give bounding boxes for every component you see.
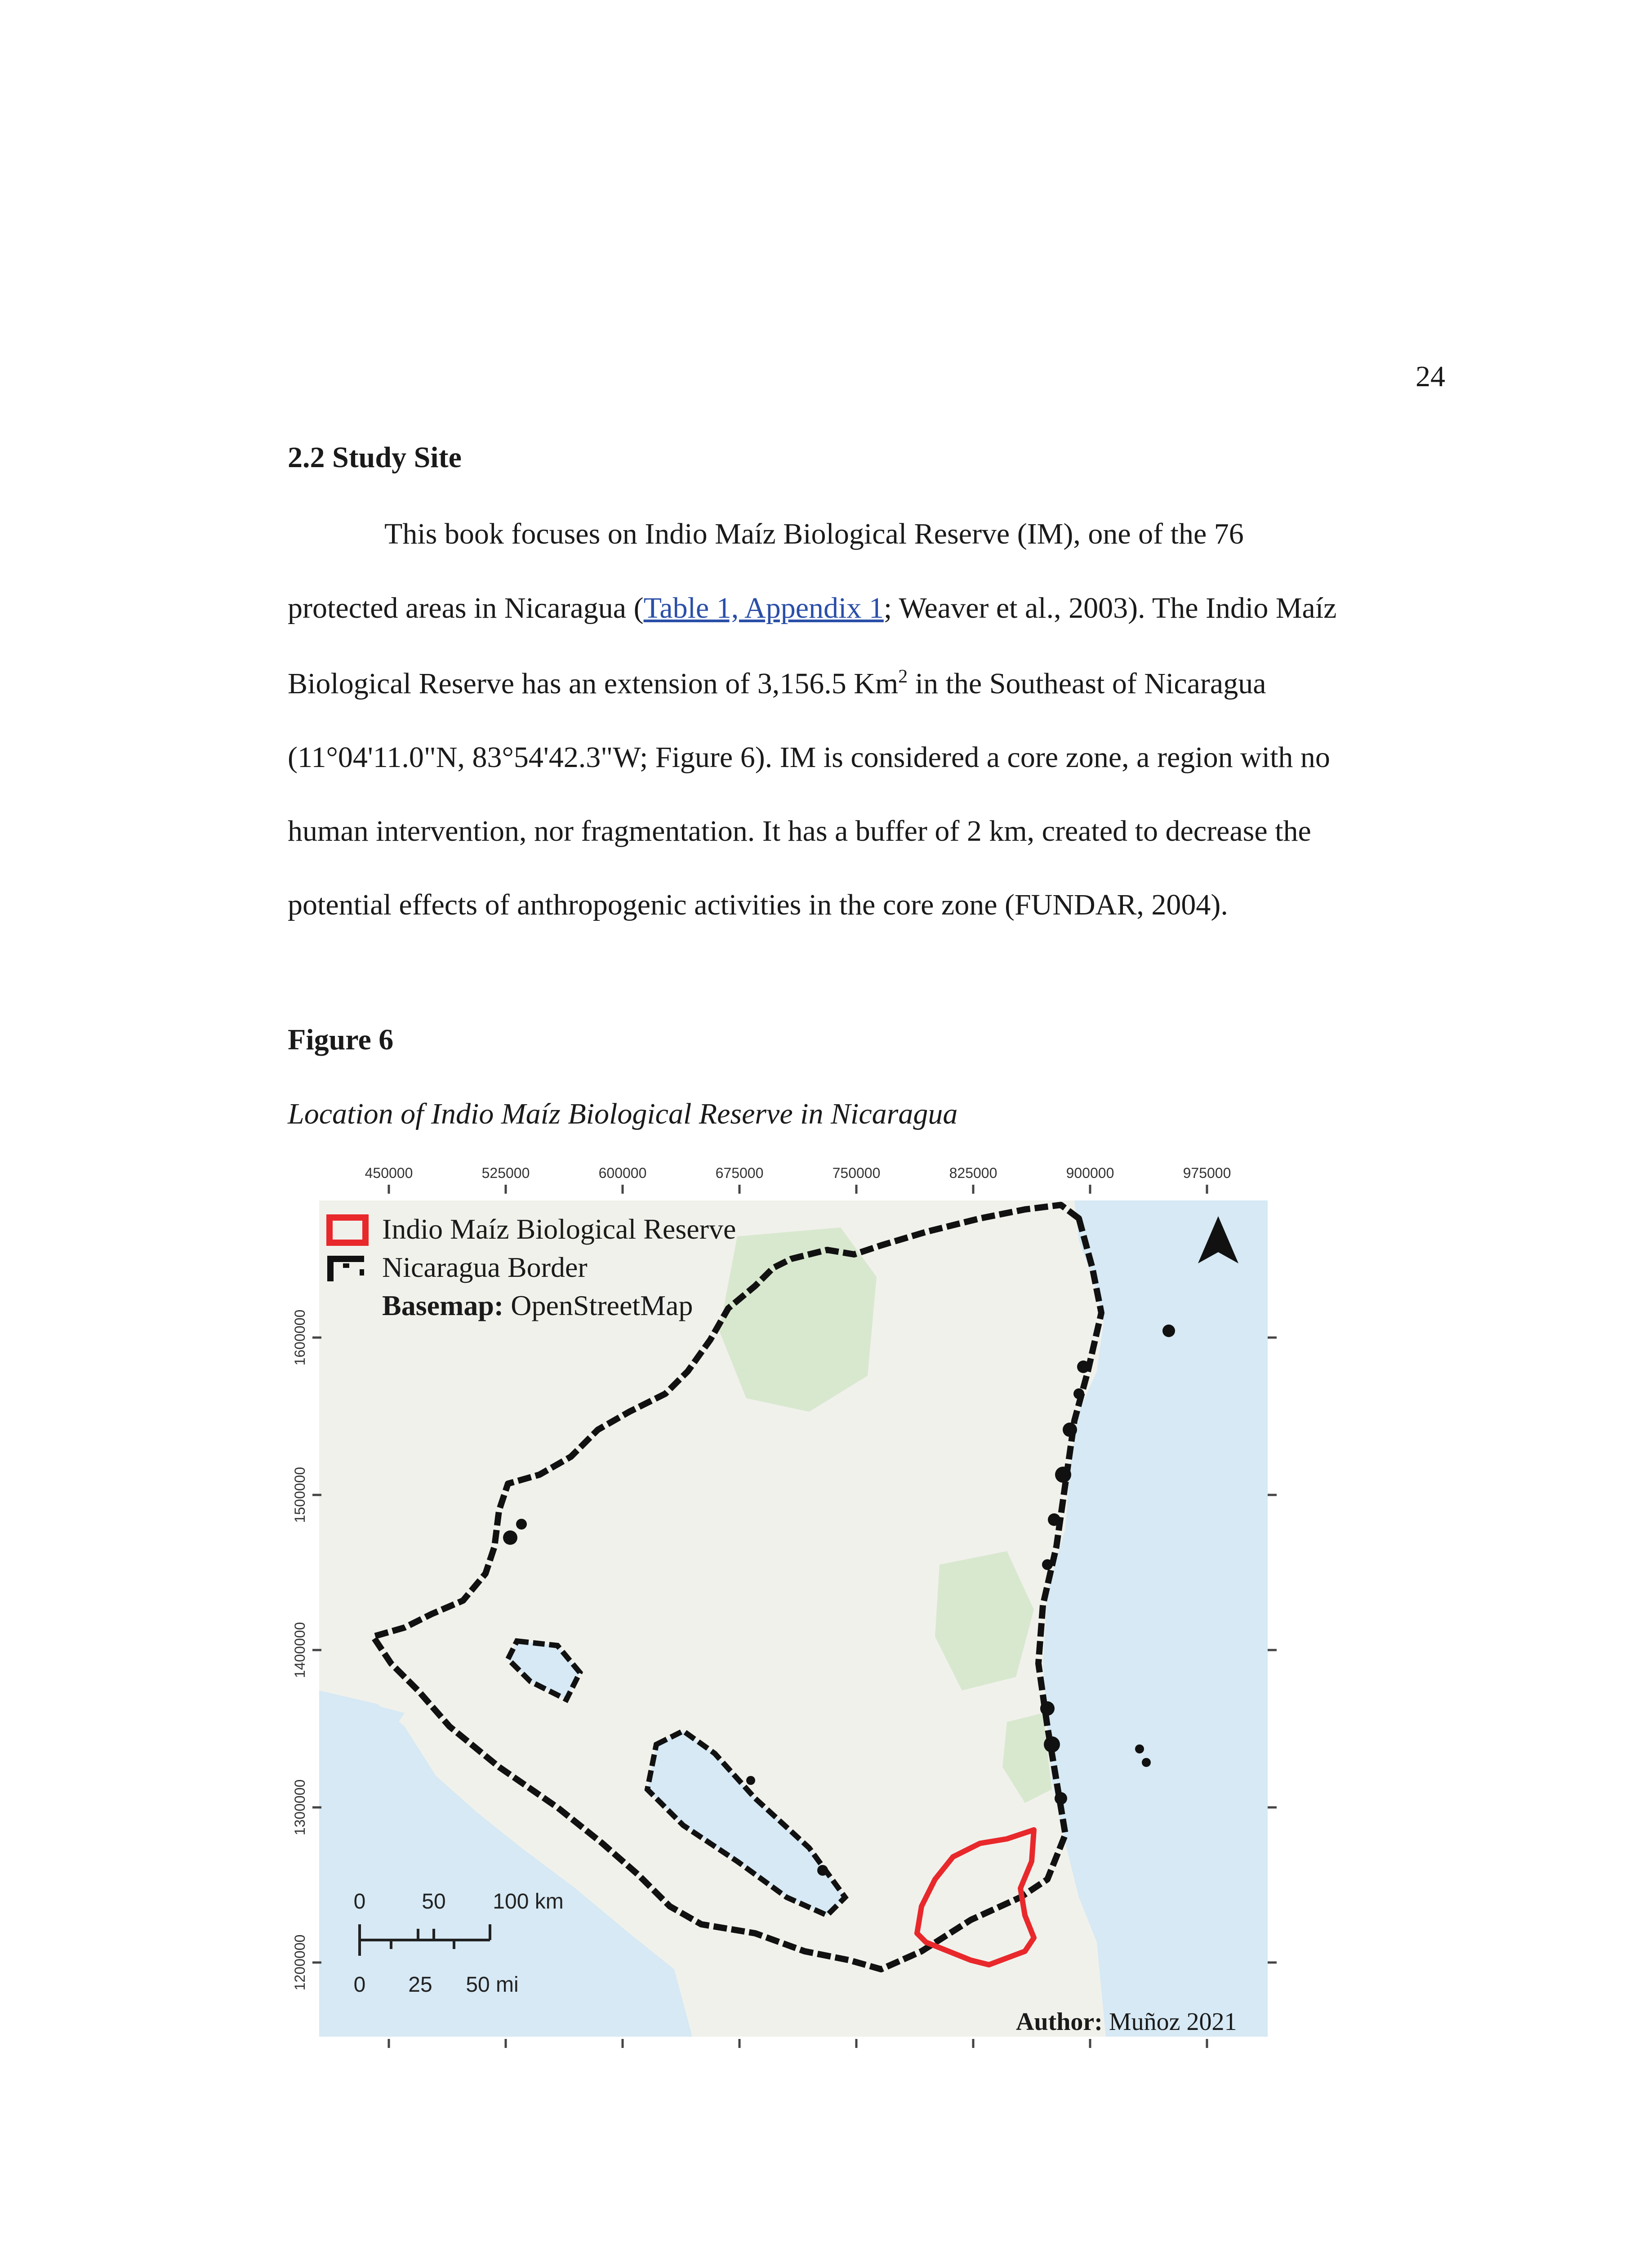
x-tick-label: 525000 [481, 1165, 530, 1181]
svg-text:Basemap: OpenStreetMap [382, 1289, 693, 1321]
paragraph-line: This book focuses on Indio Maíz Biological Reserve (IM), one of the 76 [384, 517, 1244, 550]
x-tick-labels [365, 1165, 1231, 1181]
map-svg [288, 1160, 1304, 2068]
y-tick-label: 1200000 [292, 1934, 308, 1991]
x-tick-label: 900000 [1066, 1165, 1114, 1181]
paragraph-text: in the Southeast of Nicaragua [908, 667, 1266, 700]
scale-mi-label: 0 [353, 1973, 366, 1997]
x-tick-label: 675000 [715, 1165, 764, 1181]
figure-map [288, 1160, 1304, 2068]
y-ticks-right [1268, 1338, 1277, 1963]
map-frame [312, 1200, 1277, 2048]
y-tick-labels [292, 1310, 308, 1991]
paragraph-text: ; Weaver et al., 2003). The Indio Maíz [883, 592, 1337, 624]
paragraph-line: human intervention, nor fragmentation. It has a buffer of 2 km, created to decrease the [288, 815, 1311, 847]
scale-km-label: 50 [422, 1890, 446, 1913]
figure-caption: Location of Indio Maíz Biological Reserve in Nicaragua [288, 1097, 958, 1130]
author-label: Author: [1016, 2008, 1103, 2036]
y-tick-label: 1500000 [292, 1467, 308, 1523]
x-tick-label: 600000 [598, 1165, 647, 1181]
y-tick-label: 1400000 [292, 1622, 308, 1678]
paragraph-line: potential effects of anthropogenic activities in the core zone (FUNDAR, 2004). [288, 888, 1228, 921]
paragraph-text: protected areas in Nicaragua ( [288, 592, 644, 624]
section-heading: 2.2 Study Site [288, 441, 462, 474]
x-ticks-bottom [389, 2039, 1207, 2048]
paragraph-line [288, 666, 1266, 700]
svg-text:Author: Muñoz 2021 [1016, 2008, 1237, 2036]
y-tick-label: 1300000 [292, 1779, 308, 1836]
paragraph-line: (11°04'11.0"N, 83°54'42.3"W; Figure 6). IM is considered a core zone, a region with no [288, 741, 1330, 774]
superscript: 2 [898, 666, 908, 687]
scale-mi-label: 25 [408, 1973, 432, 1997]
legend-reserve-label: Indio Maíz Biological Reserve [382, 1213, 736, 1245]
scale-mi-label: 50 mi [466, 1973, 519, 1997]
y-tick-label: 1600000 [292, 1309, 308, 1366]
paragraph-text: Biological Reserve has an extension of 3,156.5 Km [288, 667, 899, 700]
legend-basemap-label: Basemap: [382, 1289, 504, 1321]
x-tick-label: 825000 [949, 1165, 997, 1181]
author-value: Muñoz 2021 [1109, 2008, 1237, 2036]
legend-basemap-value: OpenStreetMap [511, 1289, 693, 1321]
figure-label: Figure 6 [288, 1023, 394, 1056]
legend-border-label: Nicaragua Border [382, 1251, 588, 1283]
x-tick-label: 750000 [832, 1165, 881, 1181]
x-tick-label: 450000 [365, 1165, 413, 1181]
paragraph-line [288, 593, 1336, 623]
appendix-link[interactable]: Table 1, Appendix 1 [643, 592, 884, 624]
scale-km-label: 0 [353, 1890, 366, 1913]
scale-km-label: 100 km [493, 1890, 564, 1913]
x-tick-label: 975000 [1183, 1165, 1231, 1181]
x-ticks-top [389, 1185, 1207, 1194]
page-number: 24 [1416, 360, 1445, 393]
